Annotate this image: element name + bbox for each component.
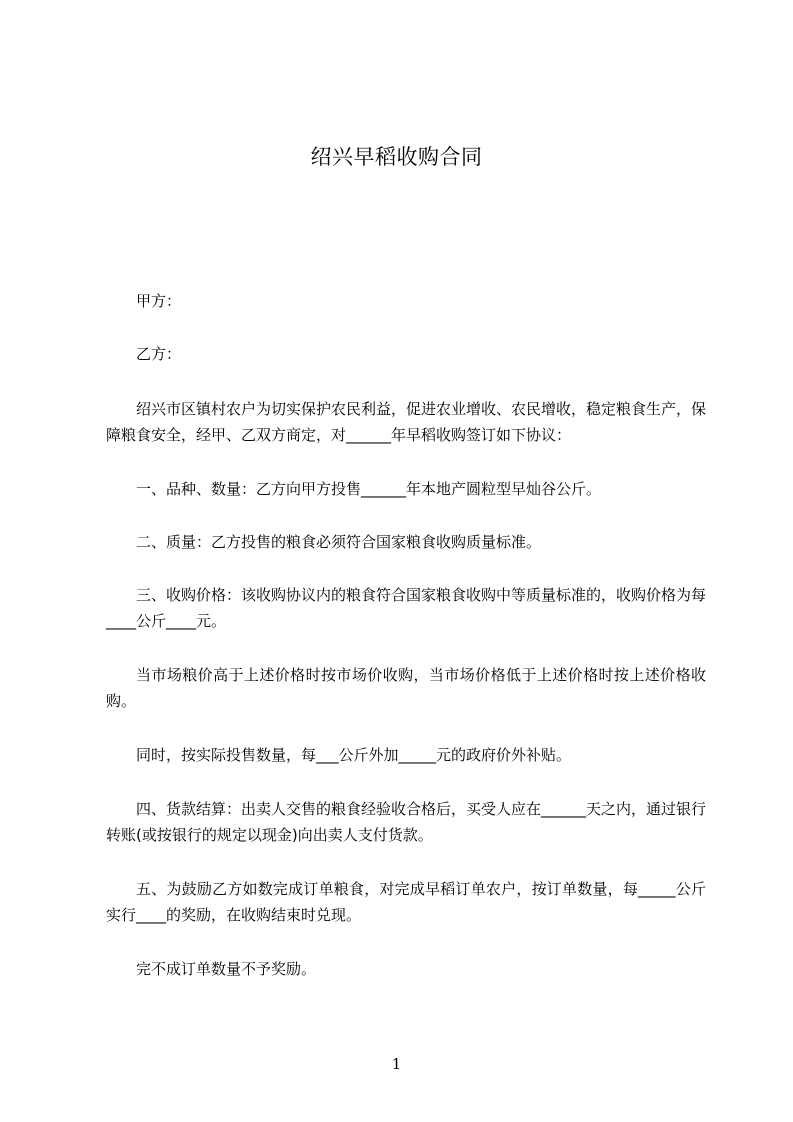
clause-3-paragraph: 三、收购价格：该收购协议内的粮食符合国家粮食收购中等质量标准的，收购价格为每____公斤____元。: [106, 586, 707, 630]
party-a-line: 甲方：: [136, 292, 182, 310]
document-title: 绍兴早稻收购合同: [310, 145, 483, 169]
clause-4-paragraph: 四、货款结算：出卖人交售的粮食经验收合格后，买受人应在______天之内，通过银行转账(或按银行的规定以现金)向出卖人支付货款。: [106, 800, 707, 844]
clause-5-note-paragraph: 完不成订单数量不予奖励。: [136, 960, 317, 978]
intro-paragraph: 绍兴市区镇村农户为切实保护农民利益，促进农业增收、农民增收，稳定粮食生产，保障粮食安全，经甲、乙双方商定，对______年早稻收购签订如下协议：: [106, 400, 707, 444]
clause-3-market-paragraph: 当市场粮价高于上述价格时按市场价收购，当市场价格低于上述价格时按上述价格收购。: [106, 666, 706, 710]
clause-1-paragraph: 一、品种、数量：乙方向甲方投售______年本地产圆粒型早灿谷公斤。: [136, 480, 602, 498]
page-number: 1: [391, 1055, 402, 1073]
party-b-line: 乙方：: [136, 345, 182, 363]
clause-5-paragraph: 五、为鼓励乙方如数完成订单粮食，对完成早稻订单农户，按订单数量，每_____公斤实行____的奖励，在收购结束时兑现。: [106, 880, 706, 924]
clause-2-paragraph: 二、质量：乙方投售的粮食必须符合国家粮食收购质量标准。: [136, 533, 542, 551]
clause-3-subsidy-paragraph: 同时，按实际投售数量，每___公斤外加_____元的政府价外补贴。: [136, 746, 572, 764]
